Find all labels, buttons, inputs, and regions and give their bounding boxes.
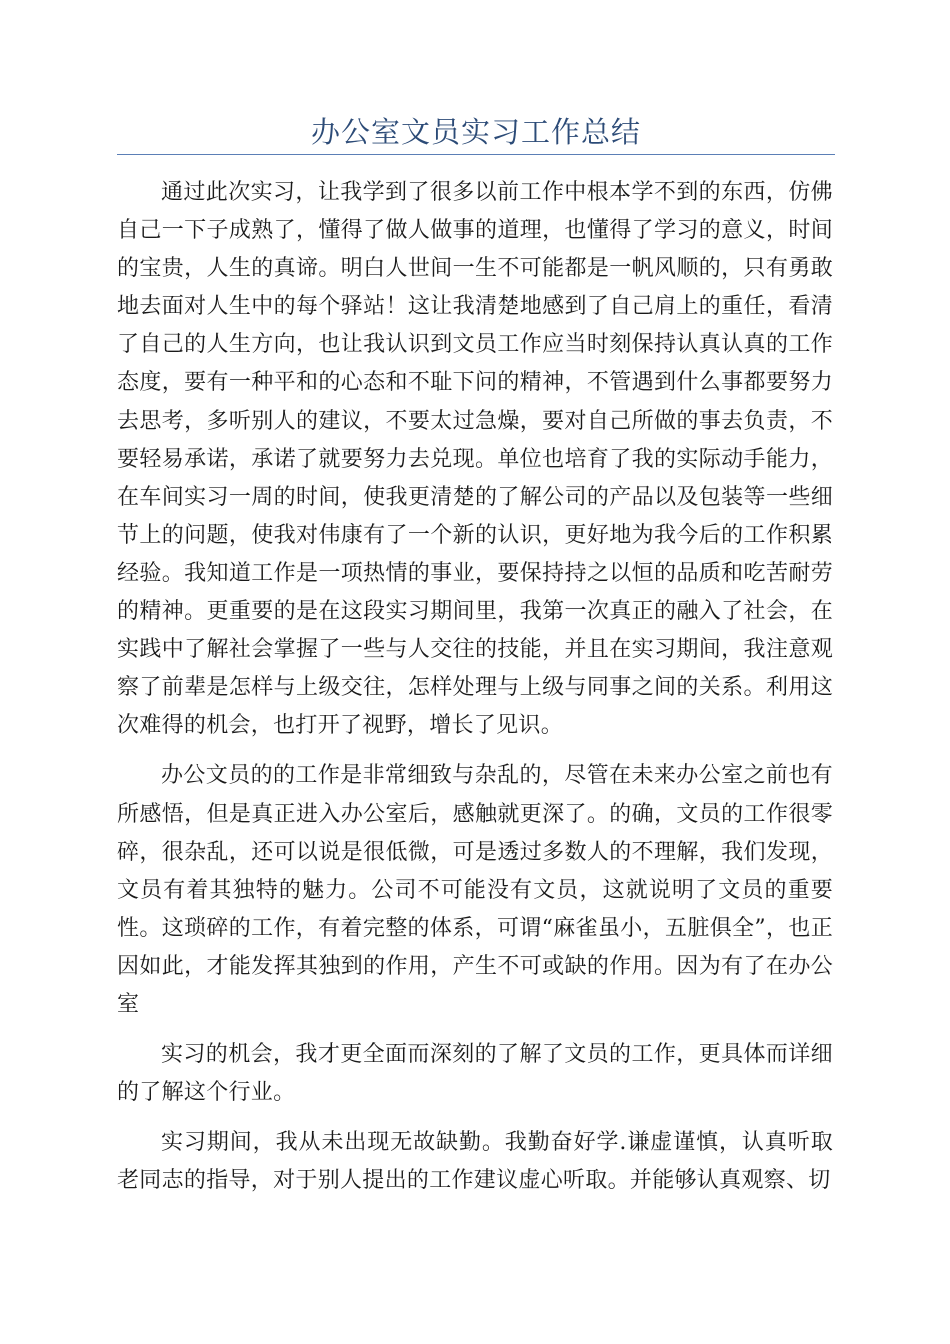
paragraph-3: 实习的机会，我才更全面而深刻的了解了文员的工作，更具体而详细的了解这个行业。 xyxy=(117,1042,833,1106)
title-underline xyxy=(117,154,835,155)
document-title: 办公室文员实习工作总结 xyxy=(310,115,641,149)
document-body xyxy=(117,174,833,1212)
paragraph-1: 通过此次实习，让我学到了很多以前工作中根本学不到的东西，仿佛自己一下子成熟了，懂得了做人做事的道理，也懂得了学习的意义，时间的宝贵，人生的真谛。明白人世间一生不可能都是一帆风顺的，只有勇敢地去面对人生中的每个驿站！这让我清楚地感到了自己肩上的重任，看清了自己的人生方向，也让我认识到文员工作应当时刻保持认真认真的工作态度，要有一种平和的心态和不耻下问的精神，不管遇到什么事都要努力去思考，多听别人的建议，不要太过急燥，要对自己所做的事去负责，不要轻易承诺，承诺了就要努力去兑现。单位也培育了我的实际动手能力，在车间实习一周的时间，使我更清楚的了解公司的产品以及包装等一些细节上的问题，使我对伟康有了一个新的认识，更好地为我今后的工作积累经验。我知道工作是一项热情的事业，要保持持之以恒的品质和吃苦耐劳的精神。更重要的是在这段实习期间里，我第一次真正的融入了社会，在实践中了解社会掌握了一些与人交往的技能，并且在实习期间，我注意观察了前辈是怎样与上级交往，怎样处理与上级与同事之间的关系。利用这次难得的机会，也打开了视野，增长了见识。 xyxy=(117,180,833,739)
paragraph-4: 实习期间，我从未出现无故缺勤。我勤奋好学.谦虚谨慎，认真听取老同志的指导，对于别人提出的工作建议虚心听取。并能够认真观察、切 xyxy=(117,1130,833,1194)
paragraph-2: 办公文员的的工作是非常细致与杂乱的，尽管在未来办公室之前也有所感悟，但是真正进入办公室后，感触就更深了。的确，文员的工作很零碎，很杂乱，还可以说是很低微，可是透过多数人的不理解，我们发现，文员有着其独特的魅力。公司不可能没有文员，这就说明了文员的重要性。这琐碎的工作，有着完整的体系，可谓“麻雀虽小，五脏俱全”，也正因如此，才能发挥其独到的作用，产生不可或缺的作用。因为有了在办公室 xyxy=(117,763,833,1017)
